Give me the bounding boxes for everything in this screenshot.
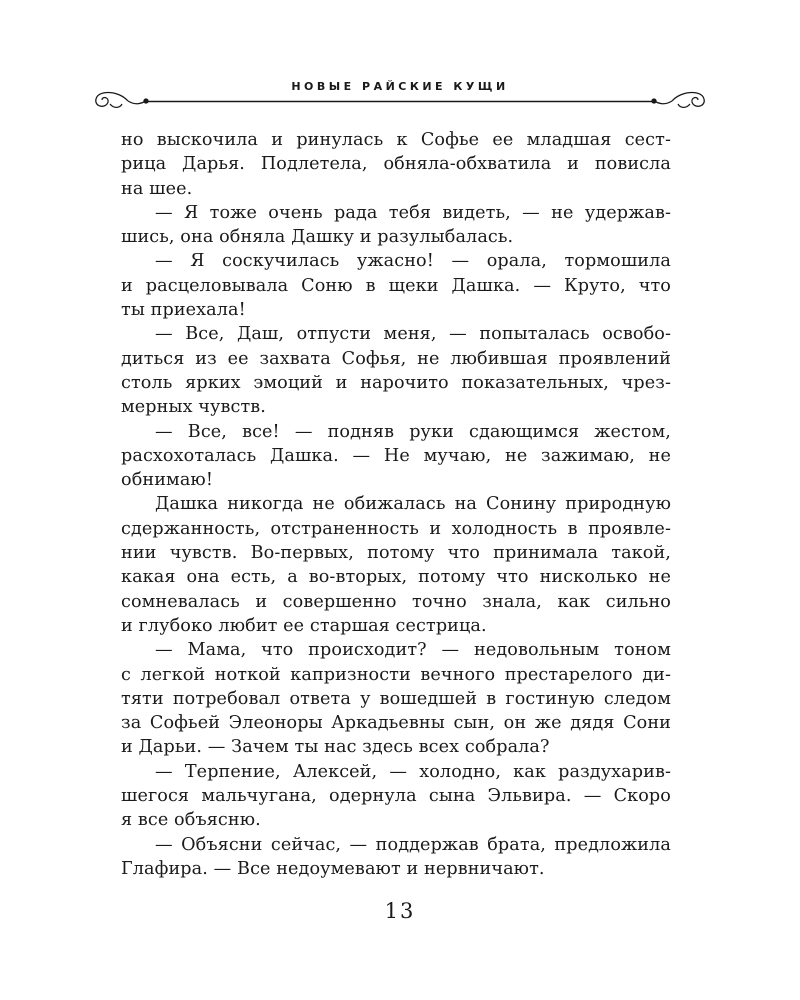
text-line: и Дарьи. — Зачем ты нас здесь всех собрала? bbox=[121, 737, 550, 758]
paragraph bbox=[121, 128, 671, 201]
text-line: Дашка никогда не обижалась на Сонину природную bbox=[155, 494, 671, 515]
text-line: сдержанность, отстраненность и холодность в проявле- bbox=[121, 518, 671, 539]
text-line: нии чувств. Во-первых, потому что принимала такой, bbox=[121, 543, 671, 564]
paragraph bbox=[121, 420, 671, 493]
header-ornament-icon bbox=[88, 82, 712, 112]
page-number: 13 bbox=[384, 899, 416, 923]
text-line: — Я соскучилась ужасно! — орала, тормошила bbox=[155, 251, 671, 272]
text-line: на шее. bbox=[121, 178, 193, 199]
text-line: тяти потребовал ответа у вошедшей в гостиную следом bbox=[121, 688, 671, 709]
text-line: — Мама, что происходит? — недовольным тоном bbox=[155, 640, 671, 661]
paragraph bbox=[121, 249, 671, 322]
paragraph bbox=[121, 322, 671, 419]
paragraph bbox=[121, 492, 671, 638]
text-line: рица Дарья. Подлетела, обняла-обхватила и повисла bbox=[121, 154, 671, 175]
text-line: за Софьей Элеоноры Аркадьевны сын, он же дядя Сони bbox=[121, 713, 671, 734]
paragraph bbox=[121, 201, 671, 250]
text-line: — Объясни сейчас, — поддержав брата, предложила bbox=[155, 834, 671, 855]
text-line: — Все, Даш, отпусти меня, — попыталась освобо- bbox=[155, 324, 671, 345]
paragraph bbox=[121, 638, 671, 759]
body-text bbox=[121, 128, 671, 881]
text-line: сомневалась и совершенно точно знала, как сильно bbox=[121, 591, 671, 612]
text-line: шегося мальчугана, одернула сына Эльвира. — Скоро bbox=[121, 786, 671, 807]
text-line: Глафира. — Все недоумевают и нервничают. bbox=[121, 858, 545, 879]
text-line: мерных чувств. bbox=[121, 397, 266, 418]
text-line: какая она есть, а во-вторых, потому что нисколько не bbox=[121, 567, 671, 588]
paragraph bbox=[121, 833, 671, 882]
text-line: шись, она обняла Дашку и разулыбалась. bbox=[121, 227, 514, 248]
text-line: — Терпение, Алексей, — холодно, как раздухарив- bbox=[155, 761, 671, 782]
text-line: и расцеловывала Соню в щеки Дашка. — Круто, что bbox=[121, 275, 671, 296]
running-head-title: НОВЫЕ РАЙСКИЕ КУЩИ bbox=[291, 80, 509, 93]
text-line: обнимаю! bbox=[121, 470, 213, 491]
paragraph bbox=[121, 760, 671, 833]
text-line: расхохоталась Дашка. — Не мучаю, не зажимаю, не bbox=[121, 445, 671, 466]
text-line: — Все, все! — подняв руки сдающимся жестом, bbox=[155, 421, 671, 442]
text-line: диться из ее захвата Софья, не любившая проявлений bbox=[121, 348, 671, 369]
text-line: и глубоко любит ее старшая сестрица. bbox=[121, 615, 487, 636]
text-line: столь ярких эмоций и нарочито показательных, чрез- bbox=[121, 372, 671, 393]
text-line: но выскочила и ринулась к Софье ее младшая сест- bbox=[121, 130, 671, 150]
text-line: ты приехала! bbox=[121, 300, 246, 321]
text-line: я все объясню. bbox=[121, 810, 261, 831]
text-line: с легкой ноткой капризности вечного престарелого ди- bbox=[121, 664, 671, 685]
text-line: — Я тоже очень рада тебя видеть, — не удержав- bbox=[155, 202, 671, 223]
